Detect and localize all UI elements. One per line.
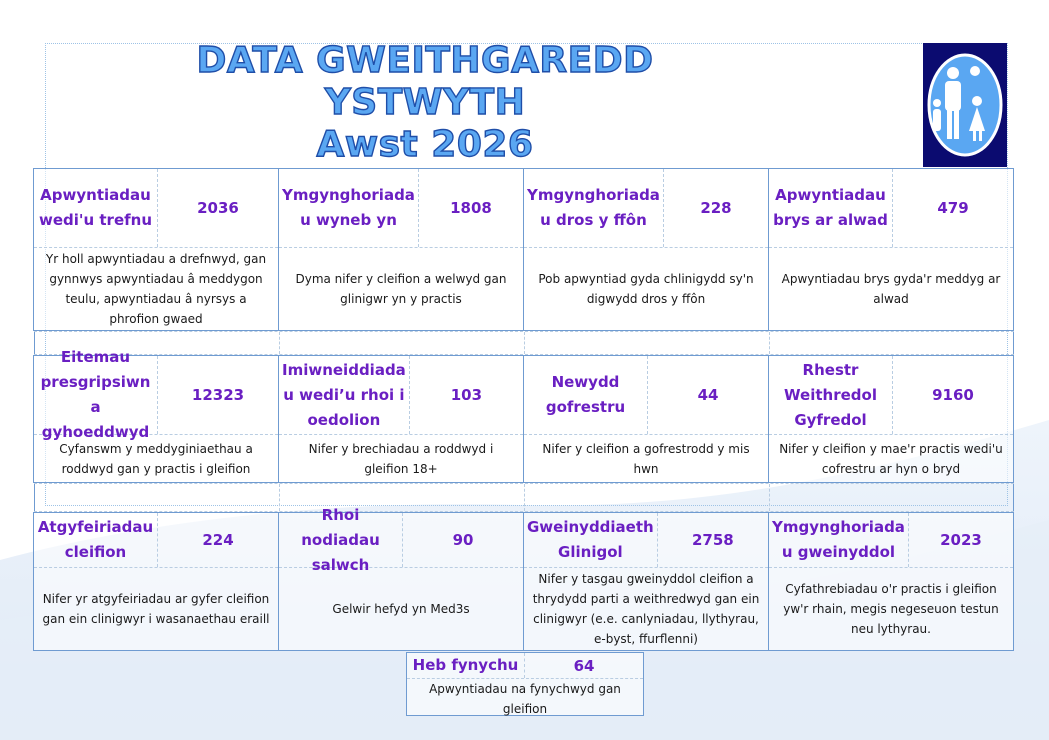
stat-description: Cyfanswm y meddyginiaethau a roddwyd gan y practis i gleifion [59,441,253,476]
stat-value: 64 [573,656,595,675]
practice-logo [923,43,1007,167]
stat-card-did-not-attend [406,652,644,716]
stat-label: Ymgynghoriada u wyneb yn [279,169,419,247]
stat-value: 2036 [197,199,239,217]
stat-description: Apwyntiadau brys gyda'r meddyg ar alwad [781,272,1001,306]
stat-label: Apwyntiadau wedi'u trefnu [34,169,158,247]
row-spacer [34,483,1014,512]
stat-description: Nifer y tasgau gweinyddol cleifion a thrydydd parti a weithredwyd gan ein clinigwyr (e.e. canlyniadau, llythyrau, e-byst, ffurflenni) [532,572,760,646]
family-icon [923,43,1007,167]
stat-value: 9160 [932,386,974,404]
title-block [100,40,750,166]
stat-label: Imiwneiddiada u wedi’u rhoi i oedolion [279,356,410,434]
stat-label: Eitemau presgripsiwn a gyhoeddwyd [34,356,158,434]
stat-card-admin-consultations [768,512,1014,651]
stat-value: 90 [452,531,474,549]
row-spacer [34,331,1014,355]
stat-card-new-registrations [523,355,769,483]
stats-row-1 [34,168,1014,331]
stat-label: Gweinyddiaeth Glinigol [524,513,658,567]
stat-label: Newydd gofrestru [524,356,648,434]
stat-description: Yr holl apwyntiadau a drefnwyd, gan gynnwys apwyntiadau â meddygon teulu, apwyntiadau â nyrsys a phrofion gwaed [45,252,267,326]
stat-label: Rhestr Weithredol Gyfredol [769,356,893,434]
stat-card-prescriptions [33,348,279,483]
stat-description: Nifer y cleifion a gofrestrodd y mis hwn [542,441,750,476]
stat-description: Apwyntiadau na fynychwyd gan gleifion [429,682,621,716]
stat-value: 44 [697,386,719,404]
stat-value: 1808 [450,199,492,217]
page-title: DATA GWEITHGAREDD YSTWYTH [196,40,654,123]
stat-card-appointments-booked [33,168,279,331]
stat-description: Nifer y cleifion y mae'r practis wedi'u cofrestru ar hyn o bryd [779,441,1003,476]
stat-description: Gelwir hefyd yn Med3s [332,602,470,616]
stat-description: Cyfathrebiadau o'r practis i gleifion yw'r rhain, megis negeseuon testun neu lythyrau. [783,582,999,636]
stat-value: 224 [202,531,234,549]
stat-card-active-list [768,355,1014,483]
stat-description: Nifer y brechiadau a roddwyd i gleifion 18+ [308,441,494,476]
stat-label: Rhoi nodiadau salwch [279,513,403,567]
stat-card-sick-notes [278,505,524,651]
stat-description: Nifer yr atgyfeiriadau ar gyfer cleifion gan ein clinigwyr i wasanaethau eraill [42,592,270,626]
stat-label: Apwyntiadau brys ar alwad [769,169,893,247]
stat-card-urgent-on-call [768,168,1014,331]
stat-value: 479 [937,199,969,217]
stat-value: 2023 [940,531,982,549]
stat-value: 12323 [191,386,245,404]
stat-label: Ymgynghoriada u dros y ffôn [524,169,664,247]
stats-row-3 [34,505,1014,651]
stat-card-referrals [33,512,279,651]
stat-value: 103 [450,386,483,404]
stat-label: Ymgynghoriada u gweinyddol [769,513,909,567]
stat-card-face-to-face [278,168,524,331]
stat-card-clinical-admin [523,512,769,651]
stat-card-immunisations [278,355,524,483]
stat-card-telephone [523,168,769,331]
stat-label: Heb fynychu [407,653,525,678]
page-subtitle-month: Awst 2026 [316,124,534,165]
stat-value: 2758 [691,531,734,549]
stat-description: Pob apwyntiad gyda chlinigydd sy'n digwydd dros y ffôn [538,272,754,306]
stat-value: 228 [700,199,732,217]
stat-description: Dyma nifer y cleifion a welwyd gan glinigwr yn y practis [295,272,507,306]
stats-row-2 [34,348,1014,483]
stat-label: Atgyfeiriadau cleifion [34,513,158,567]
